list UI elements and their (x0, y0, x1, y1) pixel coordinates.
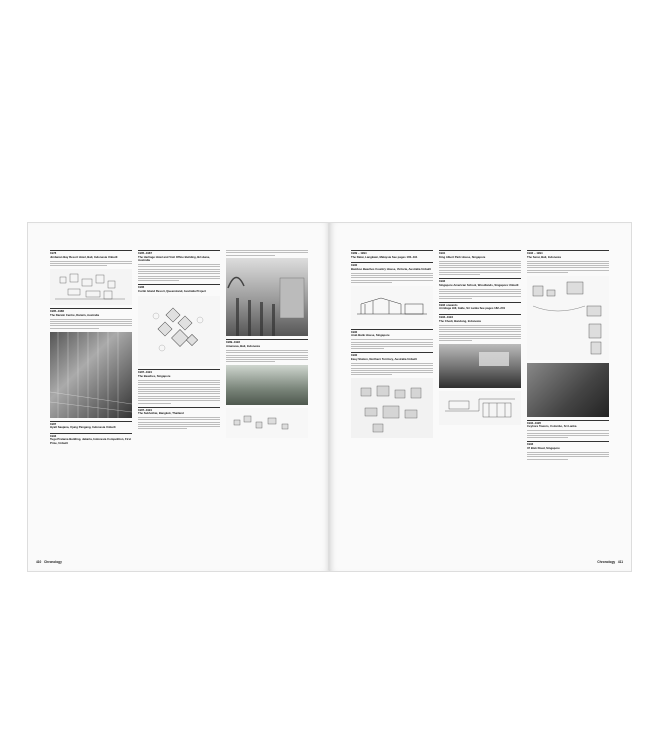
page-number: 411 (617, 560, 623, 564)
entry (439, 314, 521, 341)
entry-title: Hyatt Saujana, Ujung Pangang, Indonesia Unbuilt (50, 425, 116, 430)
entry-year: 1993 (50, 433, 57, 438)
hotel-landscape-photo (439, 344, 521, 388)
entry (439, 302, 521, 311)
entry (50, 308, 132, 329)
open-book (27, 222, 631, 570)
entry-year: 1986 (138, 285, 145, 290)
entry-title: Amanusa, Bali, Indonesia (226, 344, 260, 349)
entry-year: 1990 (351, 353, 358, 358)
site-sketch-drawing (226, 408, 308, 438)
entry-year: 1985–1987 (138, 251, 152, 255)
section-name: Chronology (44, 560, 62, 564)
entry-year: 1985–1986 (50, 309, 64, 314)
right-column-3 (527, 247, 609, 461)
site-plan-drawing (50, 269, 132, 305)
entry-year: 1989 – 1994 (351, 251, 367, 255)
entry-year: 1992 onwards (439, 302, 458, 307)
entry-year: 1987 (50, 421, 57, 426)
serai-photo (527, 363, 609, 417)
entry-year: 1989–1992 (226, 340, 240, 345)
resort-plan-drawing (138, 296, 220, 366)
darwin-centre-photo (50, 332, 132, 418)
left-page (27, 222, 330, 572)
entry (50, 421, 132, 430)
entry (50, 250, 132, 266)
entry-year: 1990 (351, 329, 358, 334)
entry (527, 250, 609, 273)
left-footer (36, 560, 62, 564)
house-elevation-drawing (351, 286, 433, 326)
entry (527, 441, 609, 459)
left-column-1 (50, 247, 132, 446)
entry (351, 352, 433, 375)
entry-title: Bamboo Beaches Country House, Victoria, Australia Unbuilt (351, 266, 431, 271)
entry-title: 37 Bisk Road, Singapore (527, 445, 560, 450)
entry (138, 284, 220, 293)
entry-year: 1978 (50, 251, 57, 255)
entry-title: The Chedi, Bandung, Indonesia (439, 318, 481, 323)
entry-year: 1992–1995 (527, 420, 541, 425)
colonnade-photo (226, 258, 308, 336)
entry-year: 1992 (439, 279, 446, 284)
entry-year: 1993 (527, 442, 534, 447)
station-plan-drawing (351, 378, 433, 438)
entry (351, 262, 433, 283)
entry-year: 1990 (351, 263, 358, 268)
right-footer (597, 560, 623, 564)
entry-title: Armitage Hill, Galle, Sri Lanka See pages 182–201 (439, 306, 506, 311)
entry-title: The Serai, Bali, Indonesia (527, 254, 561, 259)
left-column-3 (226, 247, 308, 438)
serai-plan-drawing (527, 276, 609, 360)
entry-title: The Sukhothai, Bangkok, Thailand (138, 411, 184, 416)
entry (226, 339, 308, 362)
aerial-landscape-photo (226, 365, 308, 405)
entry-title: Jimbaran Bay Resort Hotel, Bali, Indonesia Unbuilt (50, 254, 118, 259)
entry-title: Curtin Island Resort, Queensland, Australia Project (138, 288, 206, 293)
entry-title: Ceyhore Towers, Colombo, Sri Lanka (527, 424, 577, 429)
entry-year: 1987–1991 (138, 407, 152, 412)
entry-title: The Heritage Hotel and Visit Office Building, Brisbane, Australia (138, 254, 211, 263)
entry-year: 1987–1991 (138, 370, 152, 375)
page-number: 410 (36, 560, 42, 564)
entry-year: 1992–1994 (439, 314, 453, 319)
entry-year: 1992 – 1994 (527, 251, 543, 255)
entry (439, 278, 521, 299)
entry (439, 250, 521, 275)
entry-title: King Albert Park House, Singapore (439, 254, 486, 259)
entry-title: Singapore American School, Woodlands, Singapore Unbuilt (439, 282, 519, 287)
entry-title: The Darwin Centre, Darwin, Australia (50, 312, 100, 317)
entry (50, 433, 132, 446)
entry-title: Easy Station, Northern Territory, Australia Unbuilt (351, 356, 417, 361)
entry (138, 250, 220, 281)
right-page (329, 222, 632, 572)
continued-text (226, 250, 308, 255)
entry-title: Arab Bank House, Singapore (351, 333, 390, 338)
hotel-plan-drawing (439, 391, 521, 425)
entry (138, 369, 220, 403)
entry-year: 1991 (439, 251, 446, 255)
entry-title: The Datai, Langkawi, Malaysia See pages 100–191 (351, 254, 418, 259)
left-column-2 (138, 247, 220, 431)
right-column-2 (439, 247, 521, 425)
entry (351, 250, 433, 259)
entry-title: Tugu Pratama Building, Jakarta, Indonesia Competition, First Prize, Unbuilt (50, 437, 132, 445)
right-column-1 (351, 247, 433, 438)
entry (351, 329, 433, 350)
entry (138, 407, 220, 430)
entry-title: The Beaches, Singapore (138, 373, 171, 378)
section-name: Chronology (597, 560, 616, 564)
entry (527, 420, 609, 438)
